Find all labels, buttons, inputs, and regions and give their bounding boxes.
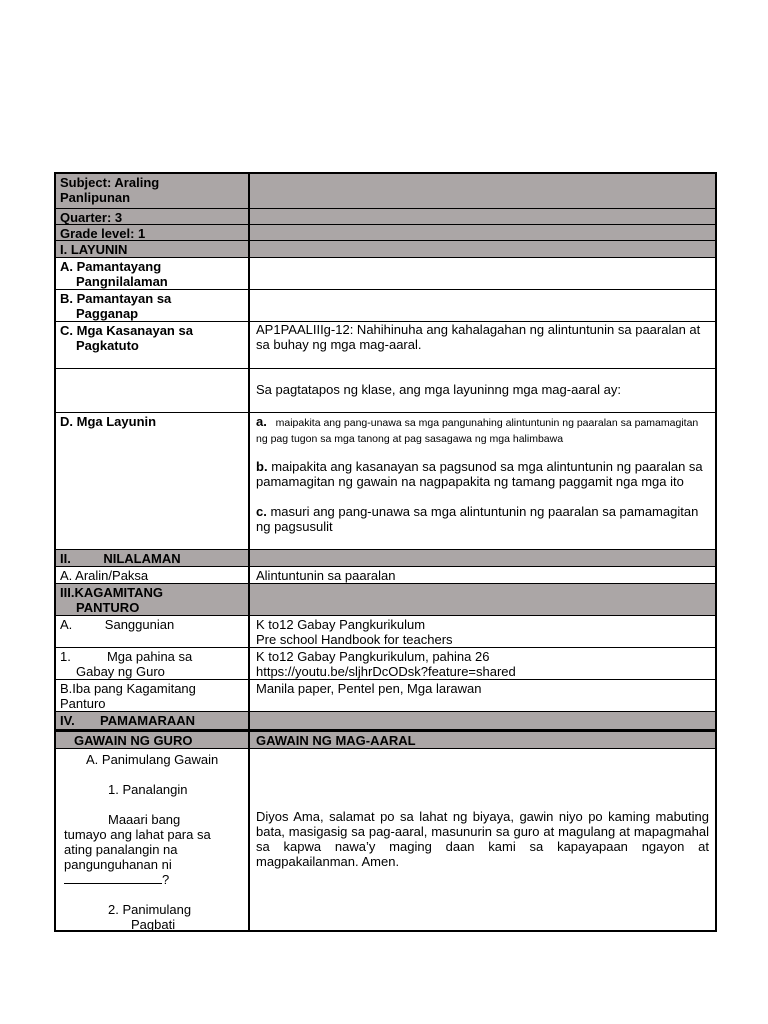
panimulang-row xyxy=(56,748,715,930)
sanggunian-row xyxy=(56,615,715,647)
subject-label: Subject: Araling xyxy=(60,175,160,190)
gawain-magaaral-header: GAWAIN NG MAG-AARAL xyxy=(250,732,715,748)
pahina-value: K to12 Gabay Pangkurikulum, pahina 26 https://youtu.be/sljhrDcODsk?feature=shared xyxy=(250,648,715,679)
pahina-row xyxy=(56,647,715,679)
sanggunian-label: A. Sanggunian xyxy=(56,616,250,647)
kagamitan-heading: III.KAGAMITANG PANTURO xyxy=(56,584,250,615)
leader-blank: ? xyxy=(60,872,244,887)
quarter-row xyxy=(56,208,715,224)
gawain-guro-header: GAWAIN NG GURO xyxy=(56,732,250,748)
pagganap-row xyxy=(56,289,715,321)
nilalaman-row xyxy=(56,549,715,566)
aralin-row xyxy=(56,566,715,583)
pamamaraan-heading: IV. PAMAMARAAN xyxy=(56,712,250,729)
subject-cell xyxy=(56,174,250,208)
layunin-heading: I. LAYUNIN xyxy=(56,241,250,257)
aralin-value: Alintuntunin sa paaralan xyxy=(256,568,396,583)
mga-layunin-label: D. Mga Layunin xyxy=(56,413,250,549)
quarter-label: Quarter: 3 xyxy=(56,209,250,224)
pamantayang-label: A. Pamantayang Pangnilalaman xyxy=(56,258,250,289)
aralin-label: A. Aralin/Paksa xyxy=(56,567,250,583)
pahina-label: 1. Mga pahina sa Gabay ng Guro xyxy=(56,648,250,679)
quarter-value xyxy=(250,209,715,224)
objective-a: a. maipakita ang pang-unawa sa mga pangunahing alintuntunin ng paaralan sa pamamagitan ng pag tugon sa mga tanong at pag sasagawa ng mga halimbawa xyxy=(256,414,699,445)
youtube-link: https://youtu.be/sljhrDcODsk?feature=shared xyxy=(256,664,516,679)
objective-b: b. maipakita ang kasanayan sa pagsunod sa mga alintuntunin ng paaralan sa pamamagitan ng gawain na nagpapakita ng tamang paggamit nga mga ito xyxy=(256,459,703,489)
sanggunian-value: K to12 Gabay Pangkurikulum Pre school Handbook for teachers xyxy=(256,617,453,647)
subject-row xyxy=(56,174,715,208)
objective-c: c. masuri ang pang-unawa sa mga alintuntunin ng paaralan sa pamamagitan ng pagsusulit xyxy=(256,504,699,534)
iba-label: B.Iba pang Kagamitang Panturo xyxy=(56,680,250,711)
intro-row xyxy=(56,368,715,412)
grade-label: Grade level: 1 xyxy=(56,225,250,240)
pamamaraan-row xyxy=(56,711,715,729)
pamantayang-row xyxy=(56,257,715,289)
kasanayan-row xyxy=(56,321,715,368)
grade-row xyxy=(56,224,715,240)
gawain-header-row xyxy=(56,729,715,748)
subject-value xyxy=(250,174,715,208)
panalangin: 1. Panalangin xyxy=(108,782,188,797)
grade-value xyxy=(250,225,715,240)
panimulang-pagbati: 2. Panimulang xyxy=(108,902,192,917)
objectives-intro: Sa pagtatapos ng klase, ang mga layuninng mga mag-aaral ay: xyxy=(256,382,621,397)
kasanayan-value: AP1PAALIIIg-12: Nahihinuha ang kahalagahan ng alintuntunin sa paaralan at sa buhay ng mga mag-aaral. xyxy=(256,322,701,352)
pagganap-label: B. Pamantayan sa Pagganap xyxy=(56,290,250,321)
iba-value: Manila paper, Pentel pen, Mga larawan xyxy=(256,681,482,696)
layunin-row xyxy=(56,240,715,257)
iba-row xyxy=(56,679,715,711)
kasanayan-label: C. Mga Kasanayan sa Pagkatuto xyxy=(56,322,250,368)
objectives-list xyxy=(250,413,715,549)
kagamitan-row xyxy=(56,583,715,615)
nilalaman-heading: II. NILALAMAN xyxy=(56,550,250,566)
layunin-detail-row xyxy=(56,412,715,549)
lesson-plan-table xyxy=(54,172,717,932)
prayer-text: Diyos Ama, salamat po sa lahat ng biyaya, gawin niyo po kaming mabuting bata, masigasig sa pag-aaral, masunurin sa guro at magulang at mapagmahal sa kapwa nawa’y maging daan kami sa kapayapaan ngayon at magpakailanman. Amen. xyxy=(256,809,709,869)
subject-label-cont: Panlipunan xyxy=(60,190,131,205)
gawain-guro-cell: A. Panimulang Gawain 1. Panalangin Maaari bang tumayo ang lahat para sa ating panalangin na pangunguhanan ni ? 2. Panimulang Pagbati xyxy=(56,749,250,930)
panimulang-gawain: A. Panimulang Gawain xyxy=(86,752,219,767)
